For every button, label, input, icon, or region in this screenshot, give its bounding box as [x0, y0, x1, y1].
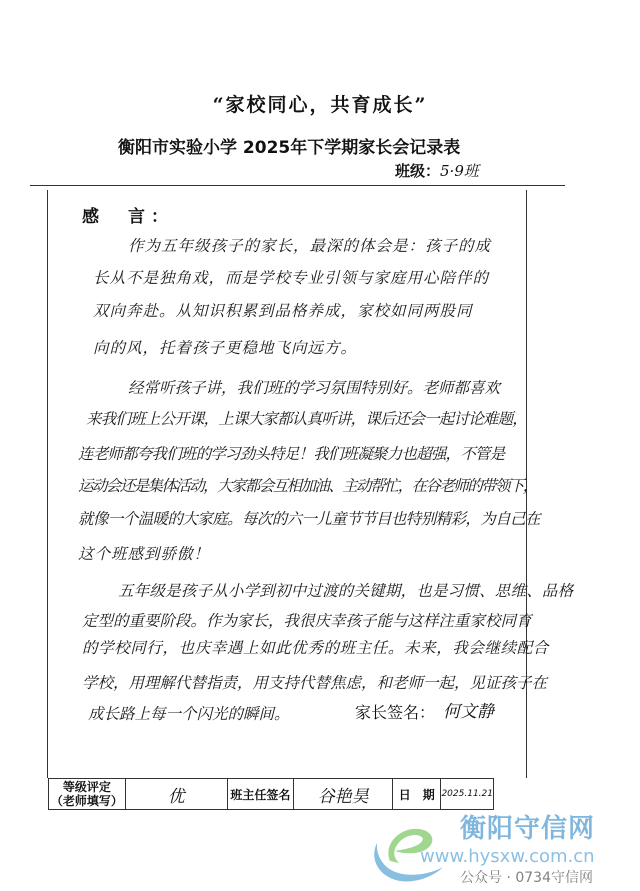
comment-label: 感 言：	[82, 207, 174, 227]
watermark-account: 公众号 · 0734守信网	[460, 870, 593, 886]
grade-label-note: （老师填写）	[50, 794, 123, 808]
handwritten-line: 运动会还是集体活动，大家都会互相加油、主动帮忙，在谷老师的带领下，	[78, 477, 537, 495]
parent-signature-label: 家长签名：	[355, 703, 436, 722]
watermark-name: 衡阳守信网	[460, 814, 596, 844]
handwritten-line: 成长路上每一个闪光的瞬间。	[88, 705, 290, 723]
handwritten-line: 来我们班上公开课，上课大家都认真听讲，课后还会一起讨论难题，	[86, 410, 528, 428]
handwritten-line: 这个班感到骄傲！	[78, 545, 211, 563]
class-field	[395, 160, 479, 181]
handwritten-line: 学校，用理解代替指责，用支持代替焦虑，和老师一起，见证孩子在	[82, 674, 548, 692]
grade-label: 等级评定	[62, 780, 111, 794]
form-subtitle: 衡阳市实验小学 2025年下学期家长会记录表	[118, 138, 461, 158]
handwritten-line: 双向奔赴。从知识积累到品格养成，家校如同两股同	[93, 302, 473, 320]
class-value: 5·9班	[440, 162, 479, 180]
class-label: 班级：	[395, 162, 441, 180]
date-label: 日 期	[393, 779, 441, 810]
date-value: 2025.11.21	[441, 779, 494, 810]
handwritten-line: 作为五年级孩子的家长，最深的体会是：孩子的成	[128, 237, 492, 255]
grade-value: 优	[125, 779, 227, 810]
grade-label-cell	[49, 779, 126, 810]
teacher-signature: 谷艳昊	[294, 779, 393, 810]
page-title: “家校同心，共育成长”	[212, 94, 428, 116]
handwritten-line: 连老师都夸我们班的学习劲头特足！我们班凝聚力也超强，不管是	[78, 445, 505, 463]
watermark-url: www.hysxw.com.cn	[420, 846, 595, 867]
handwritten-line: 五年级是孩子从小学到初中过渡的关键期，也是习惯、思维、品格	[118, 582, 574, 600]
handwritten-line: 向的风，托着孩子更稳地飞向远方。	[93, 339, 358, 357]
handwritten-line: 定型的重要阶段。作为家长，我很庆幸孩子能与这样注重家校同育	[82, 612, 532, 630]
handwritten-line: 长从不是独角戏，而是学校专业引领与家庭用心陪伴的	[93, 269, 490, 287]
evaluation-table	[48, 778, 494, 810]
divider	[30, 185, 565, 186]
handwritten-line: 就像一个温暖的大家庭。每次的六一儿童节节目也特别精彩，为自己在	[78, 510, 540, 528]
handwritten-line: 经常听孩子讲，我们班的学习氛围特别好。老师都喜欢	[128, 379, 501, 397]
parent-signature: 何文静	[443, 702, 494, 722]
table-row	[49, 779, 494, 810]
handwritten-line: 的学校同行，也庆幸遇上如此优秀的班主任。未来，我会继续配合	[82, 639, 549, 657]
teacher-sign-label: 班主任签名	[227, 779, 294, 810]
